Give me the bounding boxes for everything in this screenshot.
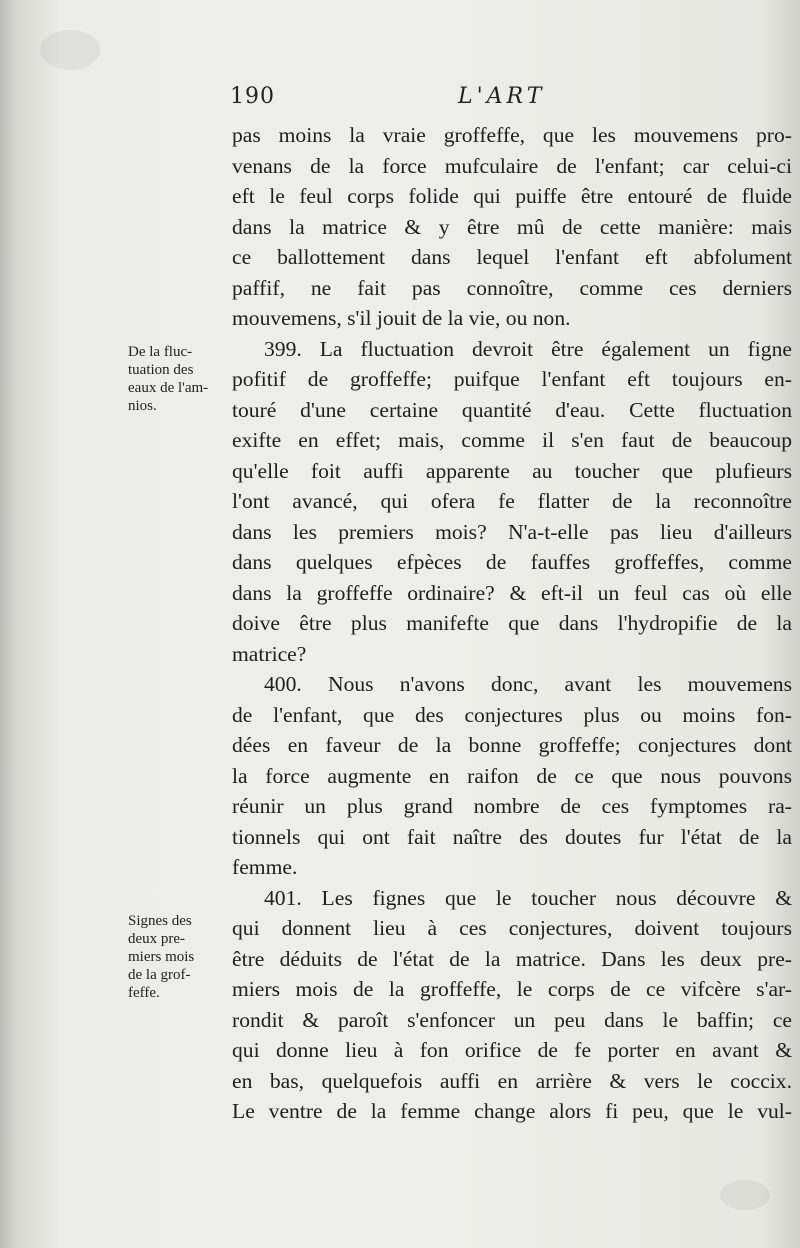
- text-line: tionnels qui ont fait naître des doutes fur l'état de la: [232, 824, 792, 849]
- margin-note-line: De la fluc-: [128, 344, 193, 360]
- paper-smudge: [40, 30, 100, 70]
- text-line: eft le feul corps folide qui puiffe être entouré de fluide: [232, 184, 792, 208]
- text-line: pas moins la vraie groffeffe, que les mouvemens pro-: [232, 123, 792, 147]
- text-line: miers mois de la groffeffe, le corps de ce vifcère s'ar-: [232, 977, 792, 1001]
- margin-note-line: feffe.: [128, 985, 160, 1001]
- paragraph-399-start: 399. La fluctuation devroit être également un figne: [264, 336, 792, 361]
- text-line: dans la matrice & y être mû de cette manière: mais: [232, 214, 792, 239]
- text-line: en bas, quelquefois auffi en arrière & vers le coccix.: [232, 1068, 792, 1093]
- text-line: pofitif de groffeffe; puifque l'enfant eft toujours en-: [232, 367, 792, 391]
- margin-note-line: de la grof-: [128, 967, 191, 983]
- margin-note-signes: [128, 912, 228, 1002]
- margin-note-line: Signes des: [128, 913, 192, 929]
- text-line: paffif, ne fait pas connoître, comme ces derniers: [232, 275, 792, 300]
- text-line: matrice?: [232, 641, 307, 666]
- text-line: dans la groffeffe ordinaire? & eft-il un feul cas où elle: [232, 580, 792, 605]
- text-line: qu'elle foit auffi apparente au toucher que plufieurs: [232, 458, 792, 483]
- text-line: dans les premiers mois? N'a-t-elle pas lieu d'ailleurs: [232, 519, 792, 544]
- text-line: doive être plus manifefte que dans l'hydropifie de la: [232, 611, 792, 635]
- paragraph-401-start: 401. Les fignes que le toucher nous découvre &: [264, 885, 792, 910]
- text-line: dans quelques efpèces de fauffes groffeffes, comme: [232, 550, 792, 574]
- text-line: venans de la force mufculaire de l'enfant; car celui-ci: [232, 153, 792, 178]
- margin-note-line: miers mois: [128, 949, 195, 965]
- margin-note-fluctuation: [128, 343, 228, 415]
- text-line: exifte en effet; mais, comme il s'en faut de beaucoup: [232, 428, 792, 452]
- text-line: Le ventre de la femme change alors fi peu, que le vul-: [232, 1099, 792, 1123]
- running-title: L'ART: [458, 84, 546, 109]
- margin-note-line: deux pre-: [128, 931, 186, 947]
- paper-smudge: [720, 1180, 770, 1210]
- margin-note-line: eaux de l'am-: [128, 380, 209, 396]
- text-line: touré d'une certaine quantité d'eau. Cette fluctuation: [232, 397, 792, 422]
- text-line: réunir un plus grand nombre de ces fymptomes ra-: [232, 794, 792, 818]
- text-line: qui donnent lieu à ces conjectures, doivent toujours: [232, 916, 792, 940]
- text-line: l'ont avancé, qui ofera fe flatter de la reconnoître: [232, 489, 792, 513]
- text-line: rondit & paroît s'enfoncer un peu dans le baffin; ce: [232, 1007, 792, 1032]
- margin-note-line: tuation des: [128, 362, 194, 378]
- margin-note-line: nios.: [128, 398, 157, 414]
- body-text: [232, 120, 792, 1127]
- page-header: [230, 84, 770, 114]
- page-number: 190: [230, 84, 275, 109]
- text-line: être déduits de l'état de la matrice. Dans les deux pre-: [232, 946, 792, 971]
- text-line: ce ballottement dans lequel l'enfant eft abfolument: [232, 245, 792, 269]
- text-line: mouvemens, s'il jouit de la vie, ou non.: [232, 306, 571, 330]
- text-line: qui donne lieu à fon orifice de fe porter en avant &: [232, 1038, 792, 1062]
- text-line: femme.: [232, 855, 298, 879]
- text-line: dées en faveur de la bonne groffeffe; conjectures dont: [232, 733, 792, 757]
- paragraph-400-start: 400. Nous n'avons donc, avant les mouvemens: [264, 672, 792, 696]
- text-line: la force augmente en raifon de ce que nous pouvons: [232, 763, 792, 788]
- text-line: de l'enfant, que des conjectures plus ou moins fon-: [232, 702, 792, 727]
